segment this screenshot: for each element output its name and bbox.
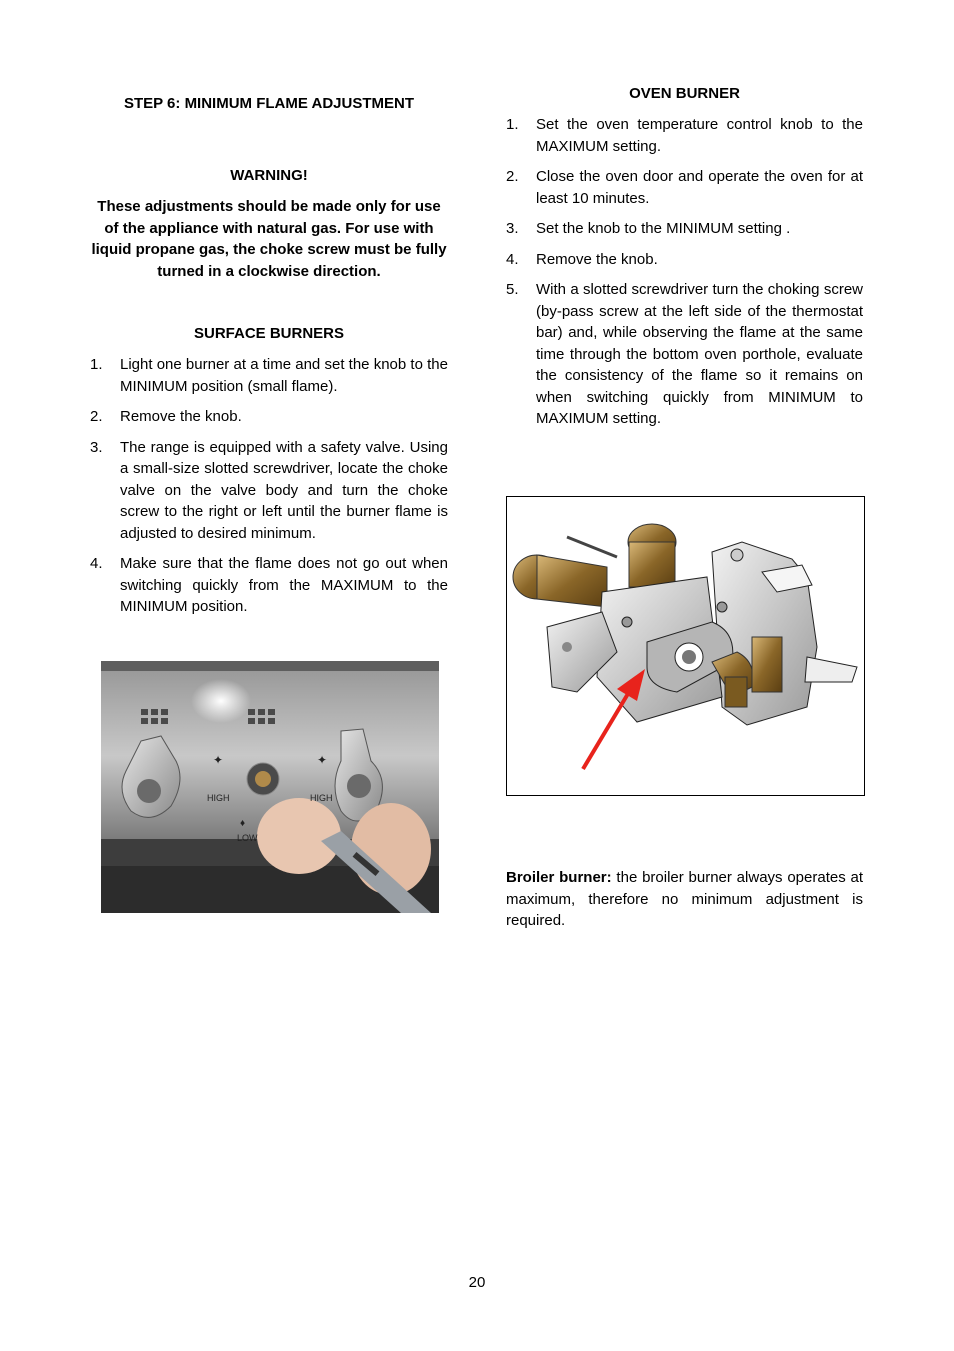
list-item: 3. Set the knob to the MINIMUM setting . (506, 220, 791, 237)
broiler-label: Broiler burner: (506, 869, 612, 886)
page-number: 20 (468, 1274, 486, 1291)
list-item: 2. Close the oven door and operate the oven for at least 10 minutes. (506, 168, 863, 207)
surface-burner-illustration (101, 661, 439, 913)
warning-text: These adjustments should be made only for use of the appliance with natural gas. For use with liquid propane gas, the choke screw must be fully turned in a clockwise direction. (91, 198, 447, 280)
list-item: 1. Light one burner at a time and set the knob to the MINIMUM position (small flame). (90, 356, 448, 395)
list-item: 2. Remove the knob. (90, 408, 242, 425)
oven-burner-list (506, 114, 863, 439)
surface-burner-photo (101, 661, 439, 913)
list-item: 3. The range is equipped with a safety valve. Using a small-size slotted screwdriver, locate the choke valve on the valve body and turn the choke screw to the right or left until the burner flame is adjusted to desired minimum. (90, 438, 448, 542)
broiler-note (506, 867, 863, 932)
surface-burners-title: SURFACE BURNERS (193, 325, 344, 342)
flame-min-icon: ♦ (240, 818, 246, 829)
red-arrow-icon (583, 687, 632, 769)
list-item: 4. Make sure that the flame does not go out when switching quickly from the MAXIMUM to the MINIMUM position. (90, 555, 448, 615)
broiler-text: the broiler burner always operates at maximum, therefore no minimum adjustment is required. (506, 869, 863, 929)
step-title: STEP 6: MINIMUM FLAME ADJUSTMENT (123, 95, 414, 112)
flame-max-icon: ✦ (317, 753, 328, 767)
surface-burners-list (90, 354, 448, 627)
oven-burner-title: OVEN BURNER (629, 85, 740, 102)
oven-valve-illustration (506, 496, 865, 796)
list-item: 4. Remove the knob. (506, 250, 658, 268)
thermostat-valve-drawing (507, 497, 864, 795)
low-label: LOW (237, 833, 258, 843)
flame-max-icon: ✦ (213, 753, 224, 767)
high-label-right: HIGH (310, 793, 333, 803)
list-item: 5. With a slotted screwdriver turn the choking screw (by-pass screw at the left side of the thermostat bar) and, while observing the flame at the same time through the bottom oven porthole, evaluate the consistency of the flame so it remains on when switching quickly from MINIMUM to MAXIMUM setting. (506, 281, 863, 427)
list-item: 1. Set the oven temperature control knob to the MAXIMUM setting. (506, 116, 863, 155)
high-label-left: HIGH (207, 793, 230, 803)
warning-title: WARNING! (230, 167, 308, 184)
